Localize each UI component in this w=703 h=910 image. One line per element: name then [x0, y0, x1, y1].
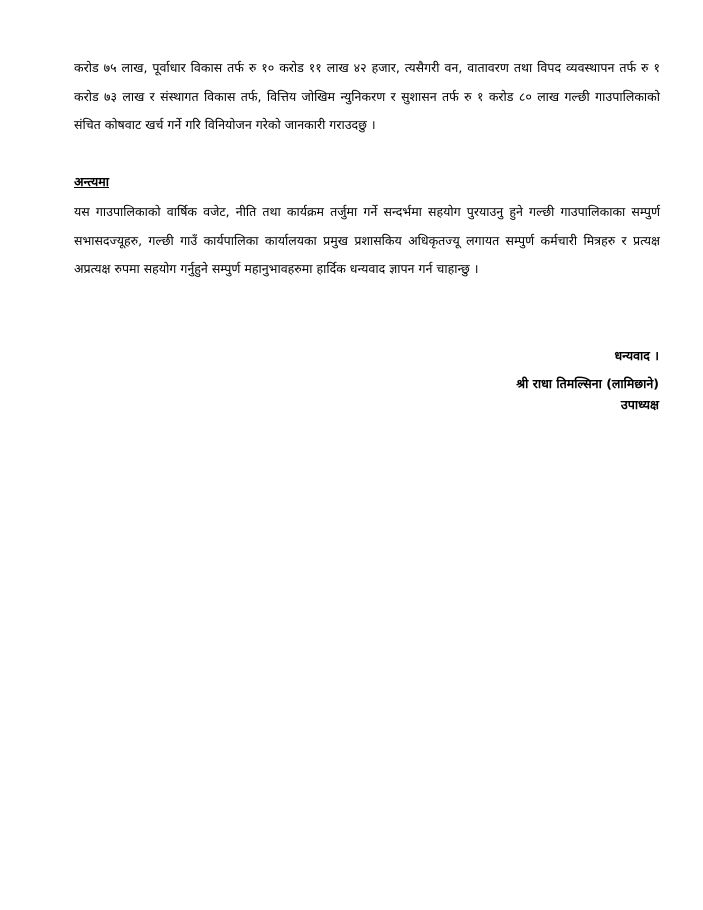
signatory-title: उपाध्यक्ष: [620, 397, 659, 412]
acknowledgement-paragraph: यस गाउपालिकाको वार्षिक वजेट, नीति तथा कार्यक्रम तर्जुमा गर्ने सन्दर्भमा सहयोग पुरयाउनु हुने गल्छी गाउपालिकाका सम्पुर्ण सभासदज्यूहरु, गल्छी गाउँ कार्यपालिका कार्यालयका प्रमुख प्रशासकिय अधिकृतज्यू लगायत सम्पुर्ण कर्मचारी मित्रहरु र प्रत्यक्ष अप्रत्यक्ष रुपमा सहयोग गर्नुहुने सम्पुर्ण महानुभावहरुमा हार्दिक धन्यवाद ज्ञापन गर्न चाहान्छु ।: [74, 204, 660, 276]
budget-allocation-paragraph: करोड ७५ लाख, पूर्वाधार विकास तर्फ रु १० करोड ११ लाख ४२ हजार, त्यसैगरी वन, वातावरण तथा विपद व्यवस्थापन तर्फ रु १ करोड ७३ लाख र संस्थागत विकास तर्फ, वित्तिय जोखिम न्युनिकरण र सुशासन तर्फ रु १ करोड ८० लाख गल्छी गाउपालिकाको संचित कोषवाट खर्च गर्ने गरि विनियोजन गरेको जानकारी गराउदछु ।: [74, 60, 660, 132]
section-heading: अन्त्यमा: [74, 174, 110, 189]
closing-thanks: धन्यवाद ।: [614, 348, 659, 363]
signatory-name: श्री राधा तिमल्सिना (लामिछाने): [516, 376, 659, 391]
